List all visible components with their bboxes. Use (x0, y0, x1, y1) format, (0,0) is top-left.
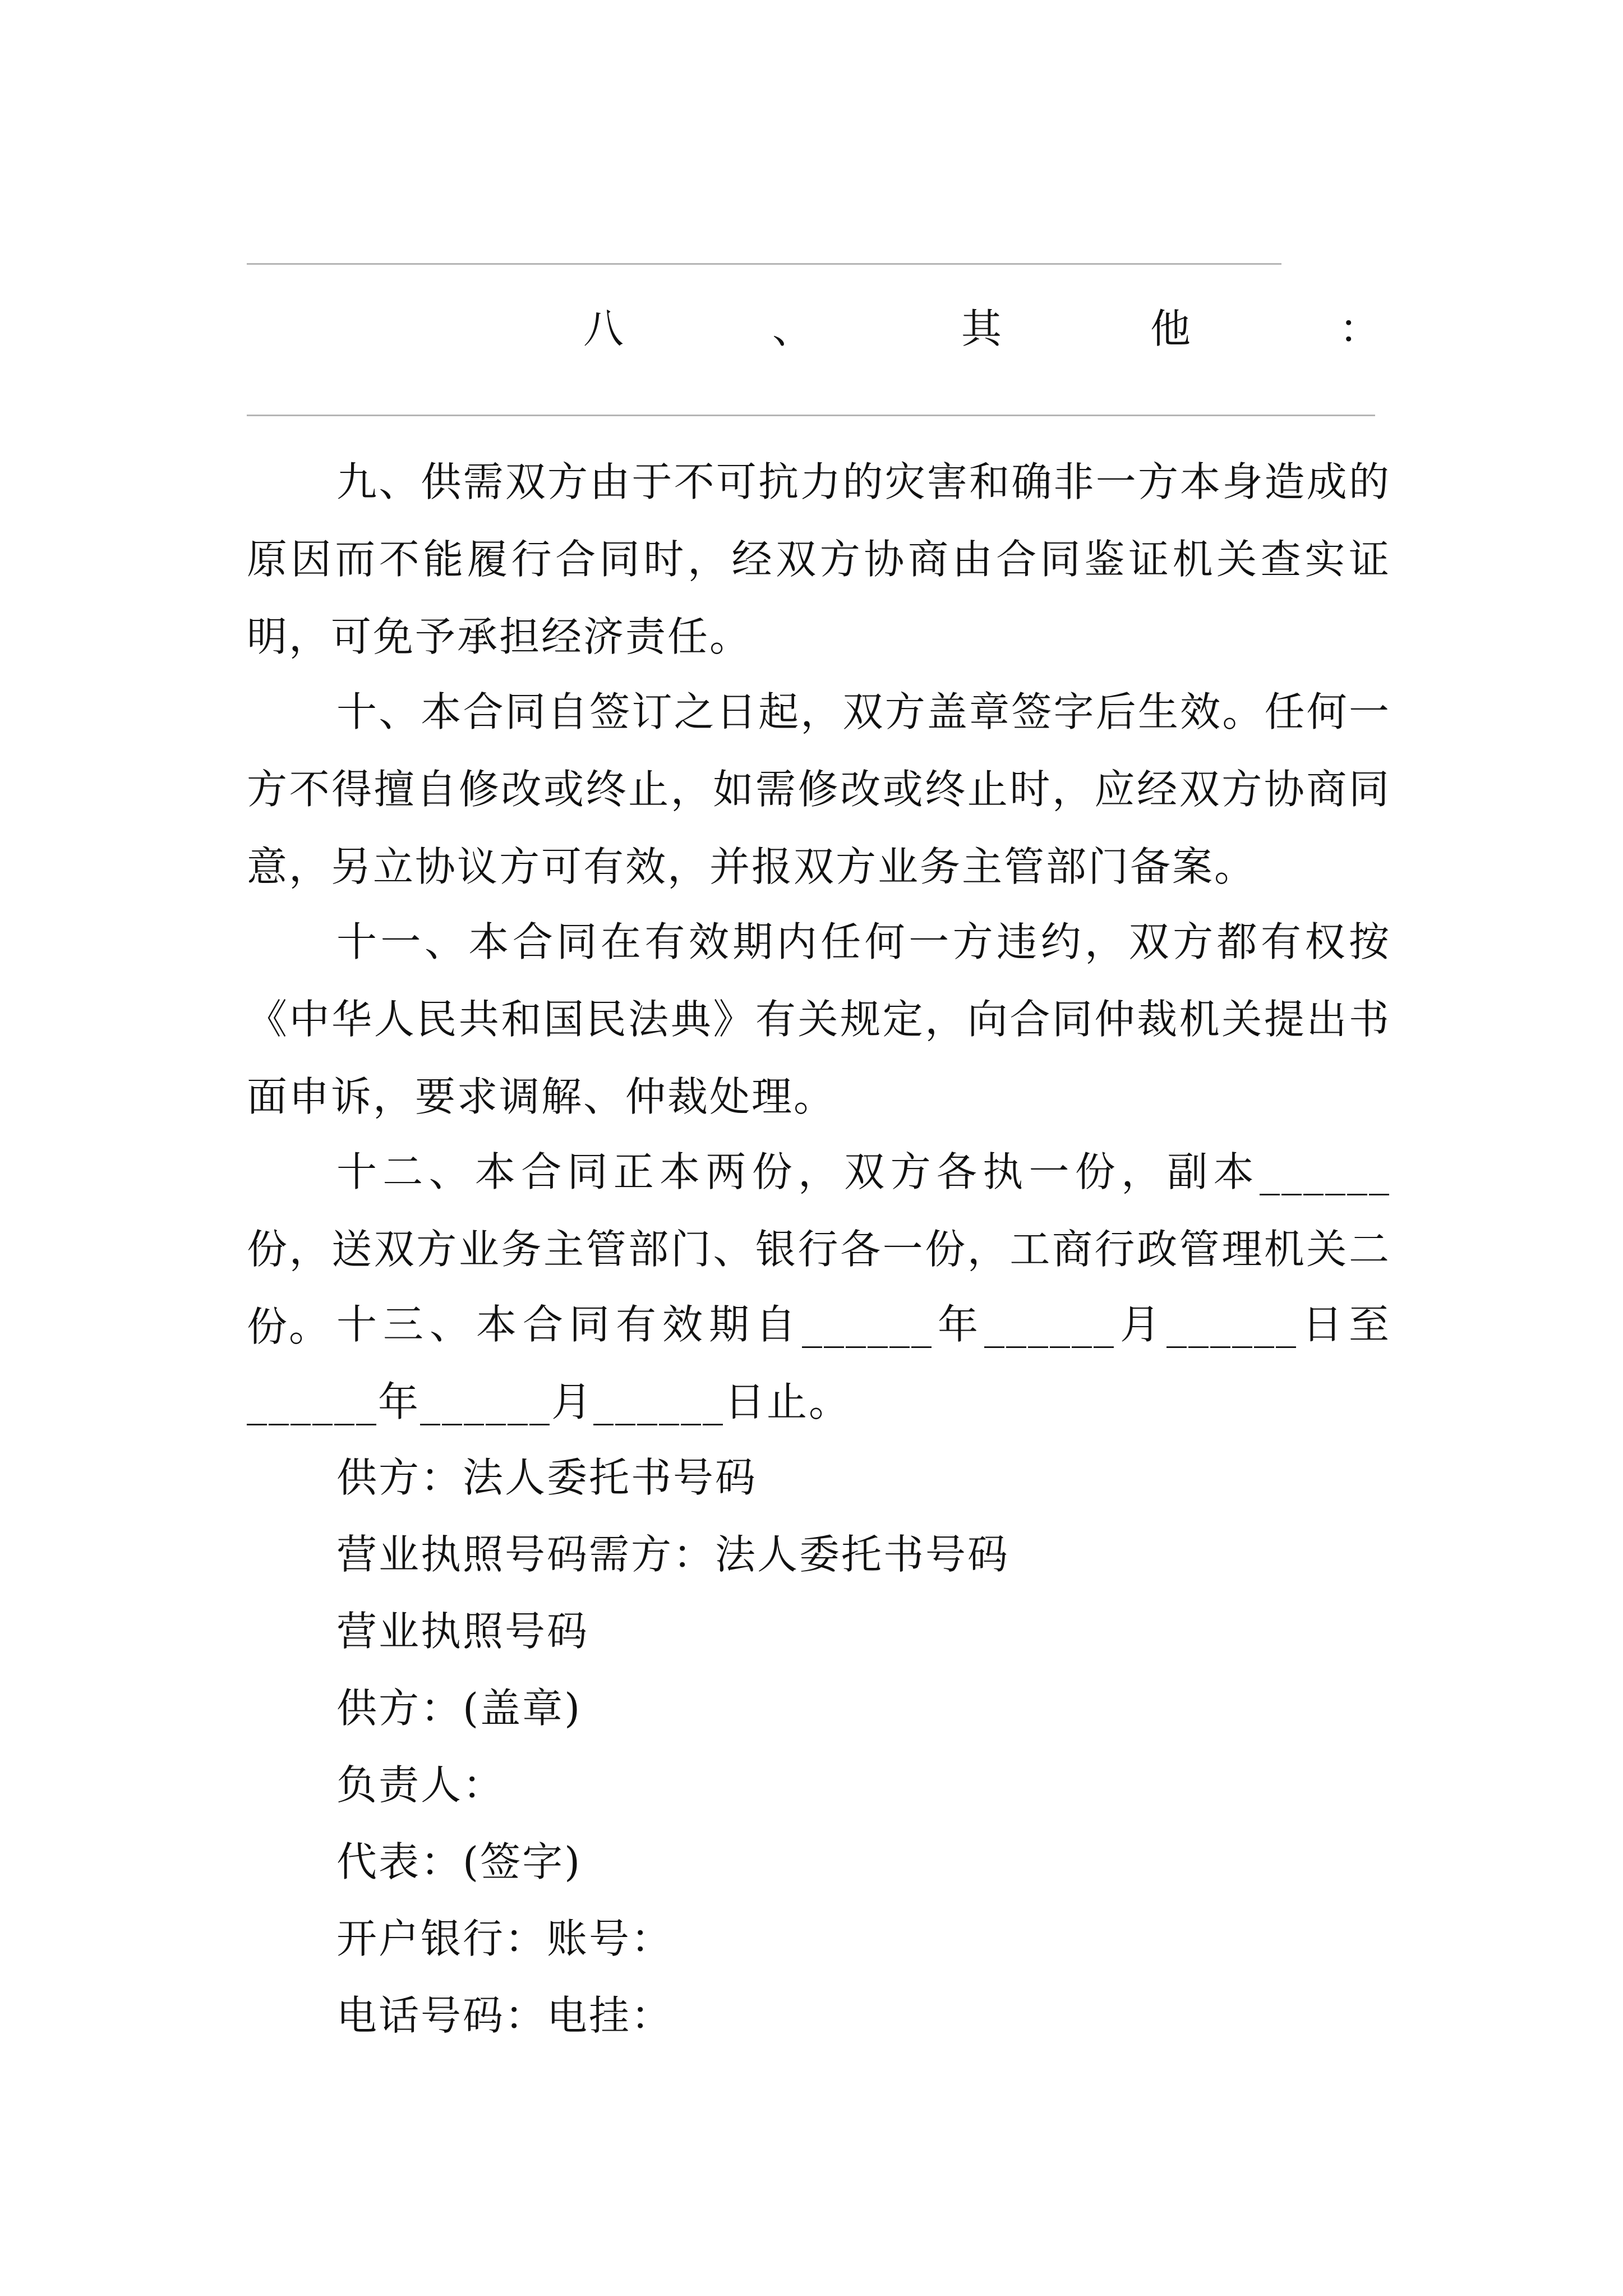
clause-13 (247, 1286, 1391, 1441)
heading-char: 其 (961, 305, 1002, 352)
license-and-buyer-authorization-line: 营业执照号码需方：法人委托书号码 (336, 1531, 1010, 1578)
clause-11 (247, 903, 1391, 1135)
representative-signature-line: 代表：(签字) (336, 1838, 582, 1885)
clause-9-text: 九、供需双方由于不可抗力的灾害和确非一方本身造成的原因而不能履行合同时，经双方协商由合同鉴证机关查实证明，可免予承担经济责任。 (247, 458, 1391, 660)
blank-underline-bottom (247, 415, 1375, 416)
clause-13-text: 十三、本合同有效期自______年______月______日至______年______月______日止。 (247, 1301, 1391, 1425)
heading-char: 他 (1150, 305, 1191, 352)
heading-char: 八 (583, 305, 624, 352)
bank-account-line: 开户银行：账号： (336, 1915, 674, 1962)
blank-underline-top (247, 263, 1281, 265)
supplier-seal-line: 供方：(盖章) (336, 1685, 582, 1732)
clause-12-text: 十二、本合同正本两份，双方各执一份，副本______份，送双方业务主管部门、银行各一份，工商行政管理机关二份。 (247, 1148, 1391, 1350)
heading-char: 、 (772, 305, 813, 352)
phone-telegraph-line: 电话号码：电挂： (336, 1992, 674, 2039)
heading-char: ： (1339, 305, 1380, 352)
clause-10 (247, 673, 1391, 905)
clause-11-text: 十一、本合同在有效期内任何一方违约，双方都有权按《中华人民共和国民法典》有关规定，向合同仲裁机关提出书面申诉，要求调解、仲裁处理。 (247, 918, 1391, 1120)
section-heading-other (583, 292, 1380, 359)
responsible-person-line: 负责人： (336, 1761, 505, 1809)
business-license-number-line: 营业执照号码 (336, 1608, 589, 1655)
supplier-authorization-number-line: 供方：法人委托书号码 (336, 1454, 758, 1501)
clause-9 (247, 443, 1391, 675)
clause-10-text: 十、本合同自签订之日起，双方盖章签字后生效。任何一方不得擅自修改或终止，如需修改或终止时，应经双方协商同意，另立协议方可有效，并报双方业务主管部门备案。 (247, 688, 1391, 890)
